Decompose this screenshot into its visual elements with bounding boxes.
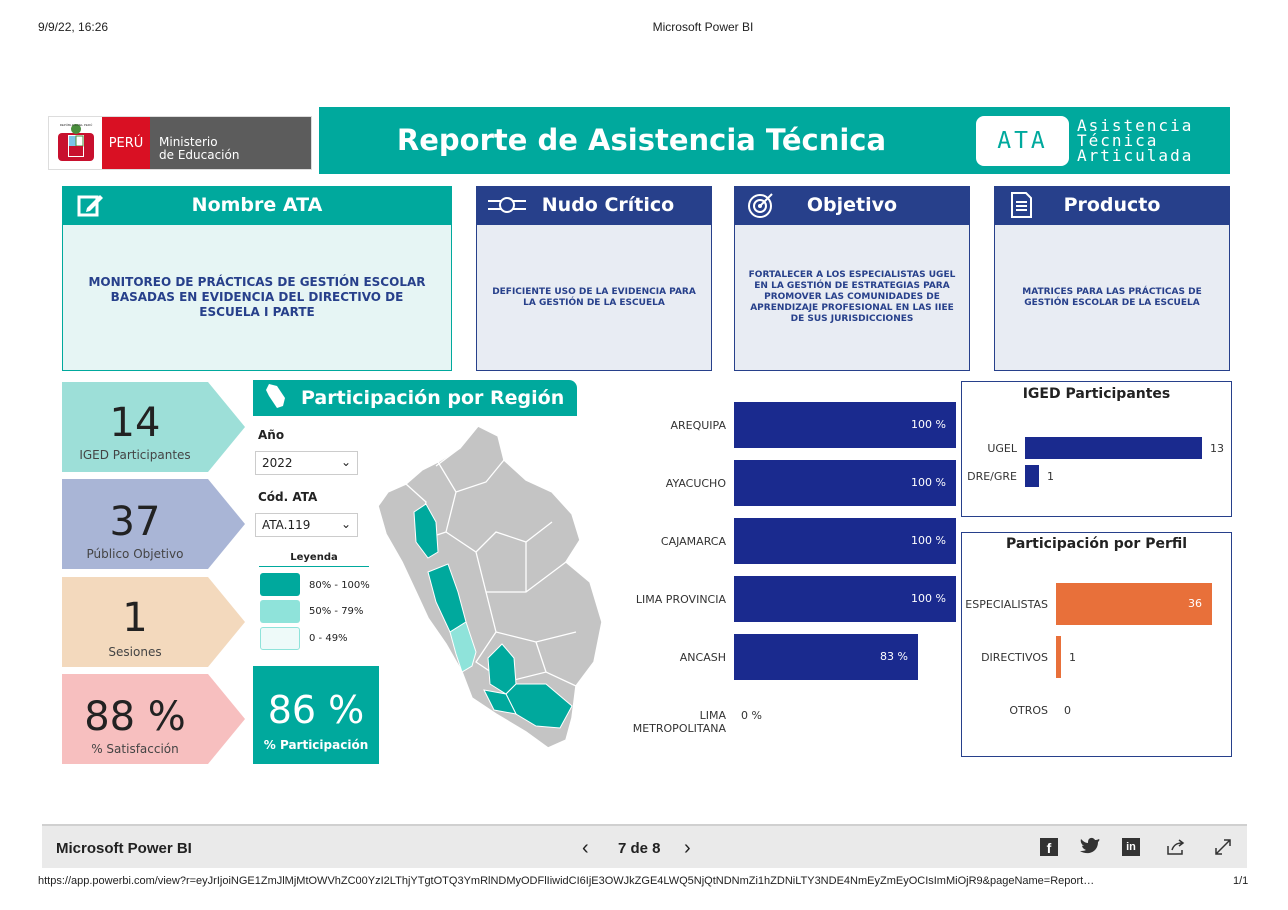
bar-value-label: 1 [1047,470,1054,483]
share-icon[interactable] [1166,838,1186,861]
peru-crest-icon [49,117,102,169]
card-nudo-critico [476,186,712,371]
minedu-logo [48,116,312,170]
peru-map-icon [263,382,289,415]
legend-label: 80% - 100% [309,580,370,591]
card-body: DEFICIENTE USO DE LA EVIDENCIA PARA LA GESTIÓN DE LA ESCUELA [476,224,712,371]
perfil-title: Participación por Perfil [1005,536,1188,552]
participation-value: 86 % [267,688,365,732]
bar-mark: 100 % [734,576,956,622]
card-body: MATRICES PARA LAS PRÁCTICAS DE GESTIÓN ESCOLAR DE LA ESCUELA [994,224,1230,371]
ata-wordmark [1077,118,1193,163]
bar-mark [1025,437,1202,459]
kpi-value: 14 [109,400,161,446]
bar-mark: 83 % [734,634,918,680]
bar-value-label: 13 [1210,442,1224,455]
bar-category-label: ANCASH [679,651,726,664]
kpi-label: % Satisfacción [91,742,179,756]
region-title: Participación por Región [301,387,565,409]
kpi-value: 1 [122,595,148,641]
bar-mark [1025,465,1039,487]
print-datetime: 9/9/22, 16:26 [38,20,109,34]
legend-swatch-low [260,627,300,650]
peru-label: PERÚ [102,117,150,169]
legend-swatch-high [260,573,300,596]
knot-icon [488,195,526,220]
ata-line1: Asistencia [1077,116,1194,135]
bar-value-label: 0 % [741,709,762,722]
participation-label: % Participación [263,738,369,752]
powerbi-footer [42,824,1247,868]
ata-badge: ATA [976,116,1069,166]
bar-category-label: OTROS [1009,704,1048,717]
card-title: Nombre ATA [191,194,323,216]
ata-code-value: ATA.119 [262,518,311,532]
bar-category-label: DIRECTIVOS [981,651,1048,664]
kpi-value: 37 [109,499,161,545]
ata-code-label: Cód. ATA [258,490,318,504]
twitter-icon[interactable] [1080,836,1100,859]
crest-text: REPÚBLICA DEL PERÚ [59,123,92,127]
ministry-line2: de Educación [159,148,240,162]
year-select[interactable] [255,451,358,475]
kpi-sesiones [62,577,245,667]
bar-category-label: LIMA PROVINCIA [635,593,726,606]
iged-title: IGED Participantes [1022,386,1171,402]
prev-page-button[interactable]: ‹ [582,837,589,859]
legend-label: 50% - 79% [309,606,364,617]
card-body: MONITOREO DE PRÁCTICAS DE GESTIÓN ESCOLAR BASADAS EN EVIDENCIA DEL DIRECTIVO DE ESCUELA I PARTE [62,224,452,371]
card-title: Nudo Crítico [541,194,675,216]
target-icon [747,191,775,224]
card-title: Objetivo [806,194,898,216]
legend-swatch-mid [260,600,300,623]
ata-code-select[interactable] [255,513,358,537]
bar-category-label: UGEL [987,442,1017,455]
document-icon [1008,191,1034,224]
bar-category-label: CAJAMARCA [660,535,726,548]
bar-category-label: LIMA METROPOLITANA [632,709,726,735]
ata-line2: Técnica [1077,131,1159,150]
ministry-line1: Ministerio [159,135,218,149]
edit-icon [76,191,104,224]
card-objetivo [734,186,970,371]
participation-kpi [253,666,379,764]
bar-mark: 36 [1056,583,1212,625]
legend-title: Leyenda [259,552,369,567]
kpi-label: Sesiones [108,645,162,659]
bar-mark [1056,636,1061,678]
chevron-down-icon: ⌄ [340,517,351,531]
legend-label: 0 - 49% [309,633,348,644]
bar-mark: 100 % [734,402,956,448]
card-nombre-ata [62,186,452,371]
region-header [253,380,577,416]
kpi-publico [62,479,245,569]
linkedin-icon[interactable]: in [1122,838,1140,856]
print-url: https://app.powerbi.com/view?r=eyJrIjoiNGE1ZmJlMjMtOWVhZC00YzI2LThjYTgtOTQ3YmRlNDMyODFlIiwidCI6IjE3OWJkZGE4LWQ5NjQtNDNmZi1hZDNiLTY3NDE4NmEyZmEyOCIsImMiOjR9&pageName=Report… [38,875,1095,887]
year-label: Año [258,428,285,442]
bar-category-label: AYACUCHO [665,477,726,490]
year-value: 2022 [262,456,293,470]
card-title: Producto [1063,194,1161,216]
chevron-down-icon: ⌄ [340,455,351,469]
perfil-panel [961,532,1232,757]
bar-value-label: 1 [1069,651,1076,664]
print-title: Microsoft Power BI [652,20,754,34]
kpi-label: IGED Participantes [79,448,191,462]
page-indicator: 7 de 8 [618,840,661,857]
card-producto [994,186,1230,371]
report-title: Reporte de Asistencia Técnica [396,123,887,157]
bar-mark: 100 % [734,460,956,506]
next-page-button[interactable]: › [684,837,691,859]
bar-mark: 100 % [734,518,956,564]
kpi-label: Público Objetivo [86,547,184,561]
kpi-satisfaccion [62,674,245,764]
facebook-icon[interactable]: f [1040,838,1058,856]
report-banner [319,107,1230,174]
ata-line3: Articulada [1077,146,1194,165]
card-body: FORTALECER A LOS ESPECIALISTAS UGEL EN LA GESTIÓN DE ESTRATEGIAS PARA PROMOVER LAS COMUNIDADES DE APRENDIZAJE PROFESIONAL EN LAS IIEE DE SUS JURISDICCIONES [734,224,970,371]
bar-category-label: AREQUIPA [670,419,726,432]
bar-category-label: DRE/GRE [967,470,1017,483]
kpi-value: 88 % [84,694,186,740]
print-page-number: 1/1 [1233,875,1249,887]
kpi-iged [62,382,245,472]
bar-category-label: ESPECIALISTAS [965,598,1048,611]
fullscreen-icon[interactable] [1214,838,1232,861]
footer-app-name: Microsoft Power BI [56,840,192,857]
peru-map[interactable] [376,422,604,752]
bar-value-label: 0 [1064,704,1071,717]
